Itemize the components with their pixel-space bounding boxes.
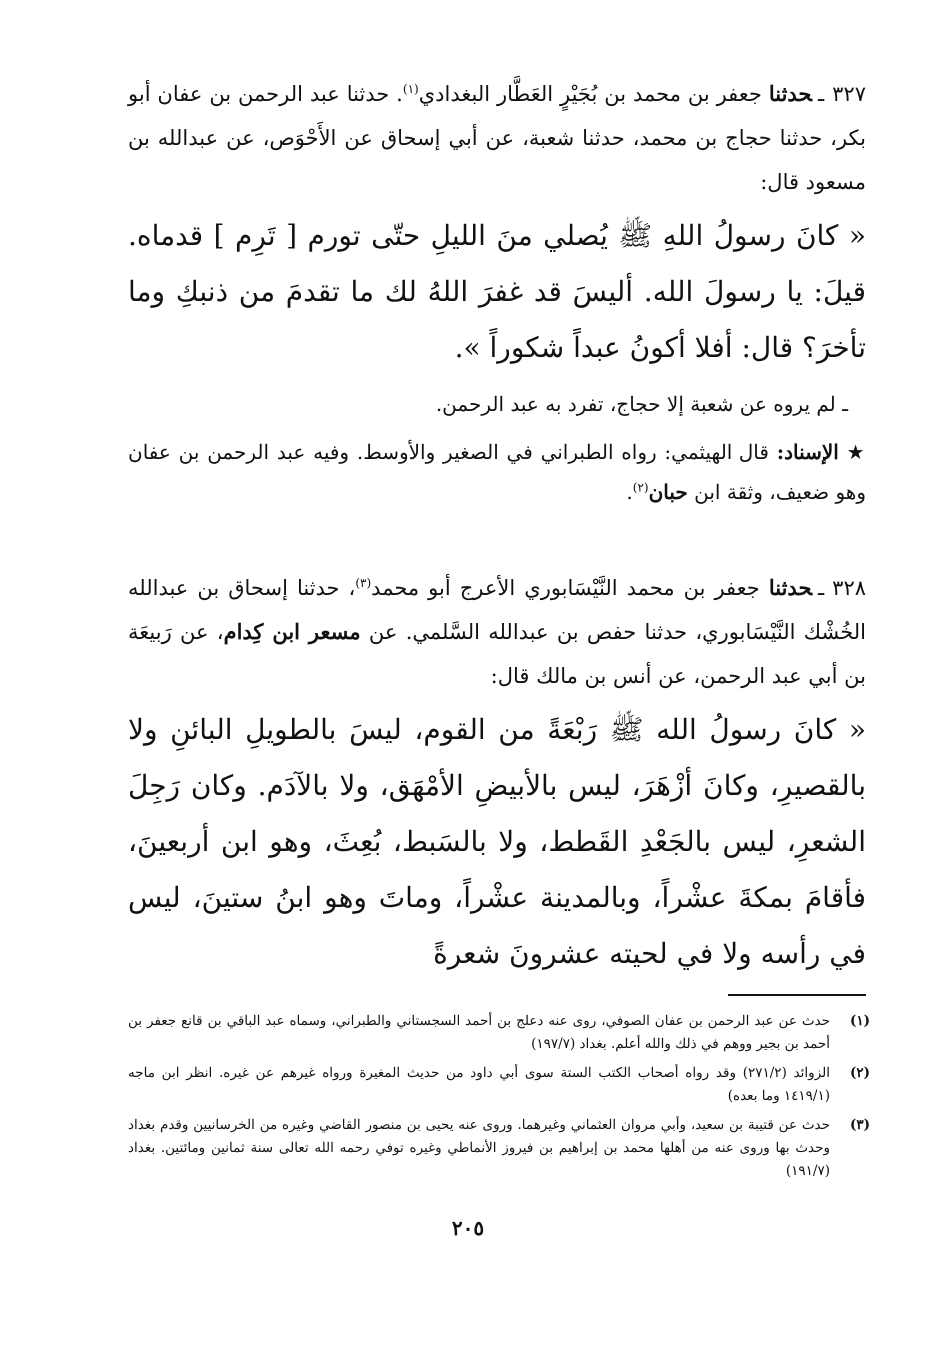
isnad-text: قال الهيثمي: رواه الطبراني في الصغير والأوسط. وفيه عبد الرحمن بن عفان وهو ضعيف، وثقة ابن [128,440,866,504]
hadith-number: ٣٢٨ [832,576,867,600]
chain-text: ، حدثنا إسحاق بن عبدالله الخُشْك النَّيْسَابوري، حدثنا حفص بن عبدالله السَّلمي. عن [128,576,866,644]
hadith-comment: ـ لم يروه عن شعبة إلا حجاج، تفرد به عبد الرحمن. [435,392,848,416]
hadith-text: « كانَ رسولُ الله ﷺ رَبْعَةً من القوم، ليسَ بالطويلِ البائنِ ولا بالقصيرِ، وكانَ أزْهَرَ، ليس بالأبيضِ الأمْهَق، ولا بالآدَم. وكان رَجِلَ الشعرِ، ليس بالجَعْدِ القَطط، ولا بالسَبط، بُعِثَ، وهو ابن أربعينَ، فأقامَ بمكةَ عشْراً، وبالمدينة عشْراً، وماتَ وهو ابنُ ستينَ، ليس في رأسه ولا في لحيته عشرونَ شعرةً [128,713,866,970]
footnote-ref: (٣) [355,576,372,590]
hadith-chain [128,566,866,698]
footnote-text: حدث عن عبد الرحمن بن عفان الصوفي، روى عنه دعلج بن أحمد السجستاني والطبراني، وسماه عبد الباقي بن قانع جعفر بن أحمد بن بجير ووهم في ذلك والله أعلم. بغداد (١٩٧/٧) [128,1013,830,1052]
footnote [128,1114,870,1183]
hadith-text: « كانَ رسولُ اللهِ ﷺ يُصلي منَ الليلِ حتّى تورم [ تَرِم ] قدماه. قيلَ: يا رسولَ الله. أليسَ قد غفرَ اللهُ لك ما تقدمَ من ذنبكِ وما تأخرَ؟ قال: أفلا أكونُ عبداً شكوراً ». [128,219,866,364]
isnad-end: . [626,480,633,504]
haddathana-word: حدثنا [768,575,813,600]
chain-text: جعفر بن محمد بن بُجَيْرٍ العَطَّار البغدادي [418,82,762,106]
isnad-note [128,432,866,512]
narrator-name: مسعر ابن كِدام [223,619,361,644]
page-number: ٢٠٥ [451,1216,485,1240]
hadith-entry-328 [128,566,866,982]
footnote-marker: (٢) [849,1065,870,1081]
footnote-text: الزوائد (٢٧١/٢) وقد رواه أصحاب الكتب الستة سوى أبي داود من حديث المغيرة ورواه غيرهم عن غيره. انظر ابن ماجه (١٤١٩/١ وما بعده) [128,1065,831,1104]
hadith-number: ٣٢٧ [832,82,866,106]
footnote-divider [728,994,866,996]
footnote-marker: (٣) [849,1117,870,1133]
footnote [128,1010,870,1056]
dash: ـ [818,82,825,106]
footnote-marker: (١) [849,1013,870,1029]
footnote-ref: (٢) [632,480,649,495]
footnote-ref: (١) [402,82,419,96]
isnad-name: حبان [648,480,688,504]
footnote-text: حدث عن قتيبة بن سعيد، وأبي مروان العثماني وغيرهما. وروى عنه يحيى بن منصور القاضي وغيره من الخرسانيين وقدم بغداد وحدث بها وروى عنه من أهلها محمد بن إبراهيم بن فيروز الأنماطي وغيره توفي رحمه الله تعالى سنة ثمانين ومائتين. بغداد (١٩١/٧) [128,1117,830,1179]
chain-text: . حدثنا عبد الرحمن بن عفان أبو بكر، حدثنا حجاج بن محمد، حدثنا شعبة، عن أبي إسحاق عن الأَحْوَص، عن عبدالله بن مسعود قال: [128,82,866,194]
footnotes [128,1010,870,1189]
isnad-label: الإسناد: [776,440,839,464]
dash: ـ [818,576,825,600]
footnote [128,1062,870,1108]
hadith-chain [128,72,866,204]
haddathana-word: حدثنا [768,81,812,106]
star-icon: ★ [846,440,866,464]
chain-text: ، عن رَبيعَة بن أبي عبد الرحمن، عن أنس بن مالك قال: [128,620,866,688]
chain-text: جعفر بن محمد النَّيْسَابوري الأعرج أبو محمد [371,576,760,600]
hadith-entry-327 [128,72,866,512]
